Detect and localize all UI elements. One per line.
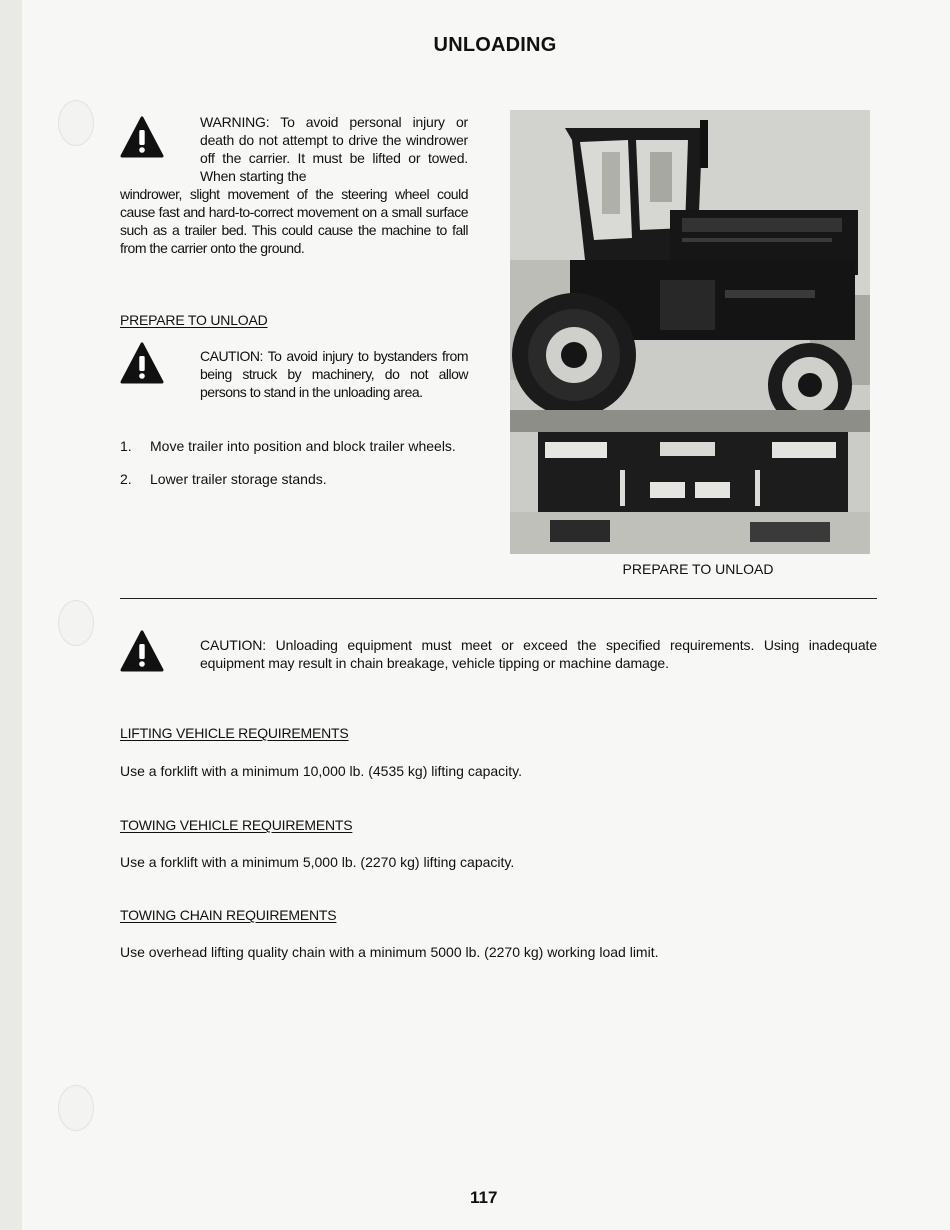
towing-chain-heading: TOWING CHAIN REQUIREMENTS [120,907,337,923]
lifting-vehicle-heading: LIFTING VEHICLE REQUIREMENTS [120,725,349,741]
warning-triangle-icon [120,116,164,160]
step-text: Move trailer into position and block trailer wheels. [150,438,456,454]
list-item [120,437,468,455]
section-divider [120,598,877,599]
list-item [120,470,468,488]
page-edge-strip [0,0,22,1230]
towing-vehicle-heading: TOWING VEHICLE REQUIREMENTS [120,817,353,833]
lifting-vehicle-text: Use a forklift with a minimum 10,000 lb. (4535 kg) lifting capacity. [120,763,523,779]
towing-vehicle-text: Use a forklift with a minimum 5,000 lb. (2270 kg) lifting capacity. [120,854,515,870]
windrower-on-trailer-photo [510,110,870,554]
warning-text-first: WARNING: To avoid personal injury or death do not attempt to drive the windrower off the carrier. It must be lifted or towed. When starting the [200,114,468,184]
binder-hole [58,600,94,646]
towing-chain-text: Use overhead lifting quality chain with a minimum 5000 lb. (2270 kg) working load limit. [120,944,659,960]
prepare-steps [120,437,468,503]
page-title: UNLOADING [433,34,557,56]
step-number: 2. [120,471,132,487]
page-number: 117 [470,1188,498,1207]
warning-triangle-icon [120,630,164,674]
warning-text-continued: windrower, slight movement of the steering wheel could cause fast and hard-to-correct movement on a small surface such as a trailer bed. This could cause the machine to fall from the carrier onto the ground. [120,186,468,256]
equipment-caution-text: CAUTION: Unloading equipment must meet or exceed the specified requirements. Using inadequate equipment may result in chain breakage, vehicle tipping or machine damage. [200,637,877,671]
warning-triangle-icon [120,342,164,386]
step-number: 1. [120,438,132,454]
prepare-heading: PREPARE TO UNLOAD [120,312,268,328]
step-text: Lower trailer storage stands. [150,471,327,487]
photo-caption: PREPARE TO UNLOAD [622,561,774,577]
binder-hole [58,1085,94,1131]
prepare-caution-text: CAUTION: To avoid injury to bystanders from being struck by machinery, do not allow persons to stand in the unloading area. [200,348,468,400]
binder-hole [58,100,94,146]
